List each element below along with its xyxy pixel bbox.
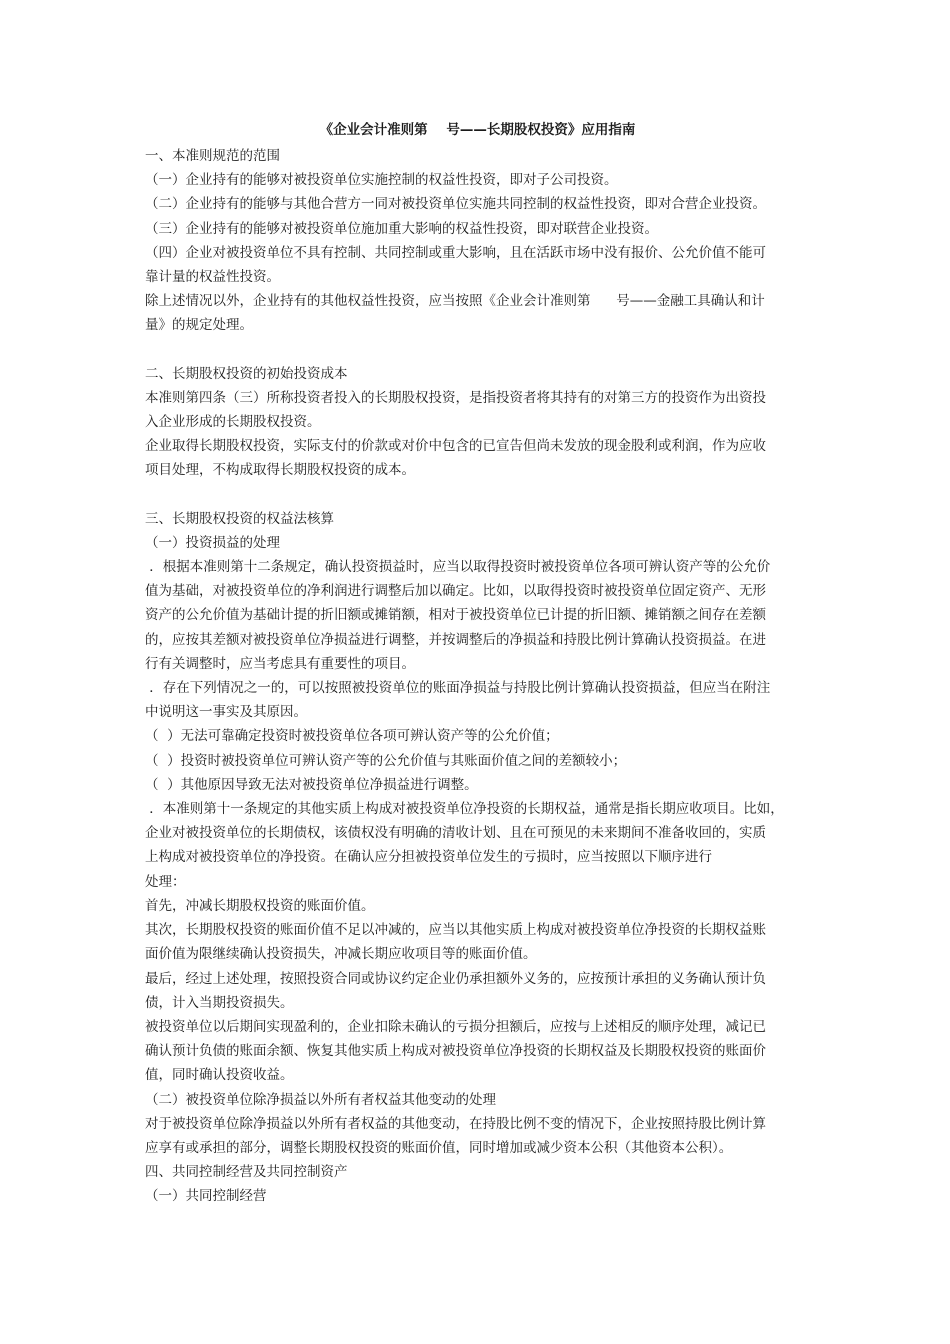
text-line: 其次，长期股权投资的账面价值不足以冲减的，应当以其他实质上构成对被投资单位净投资的长期权益账	[145, 922, 766, 939]
text-line: ．本准则第十一条规定的其他实质上构成对被投资单位净投资的长期权益，通常是指长期应收项目。比如，	[145, 801, 784, 818]
text-line: （四）企业对被投资单位不具有控制、共同控制或重大影响，且在活跃市场中没有报价、公允价值不能可	[145, 244, 766, 261]
text-line: （ ）投资时被投资单位可辨认资产等的公允价值与其账面价值之间的差额较小；	[145, 752, 627, 769]
text-line: 上构成对被投资单位的净投资。在确认应分担被投资单位发生的亏损时，应当按照以下顺序进行	[145, 849, 712, 866]
document-title: 《企业会计准则第 号——长期股权投资》应用指南	[319, 122, 636, 138]
text-line: （二）被投资单位除净损益以外所有者权益其他变动的处理	[145, 1091, 496, 1108]
text-line: 应享有或承担的部分，调整长期股权投资的账面价值，同时增加或减少资本公积（其他资本公积）。	[145, 1139, 733, 1156]
text-line: 最后，经过上述处理，按照投资合同或协议约定企业仍承担额外义务的，应按预计承担的义务确认预计负	[145, 970, 766, 987]
text-line: 量》的规定处理。	[145, 317, 253, 334]
text-line: （ ）其他原因导致无法对被投资单位净损益进行调整。	[145, 776, 478, 793]
text-line: 项目处理，不构成取得长期股权投资的成本。	[145, 462, 415, 479]
text-line: 值为基础，对被投资单位的净利润进行调整后加以确定。比如，以取得投资时被投资单位固定资产、无形	[145, 583, 766, 600]
text-line: 二、长期股权投资的初始投资成本	[145, 365, 348, 382]
document-page	[145, 117, 810, 1209]
text-line: （ ）无法可靠确定投资时被投资单位各项可辨认资产等的公允价值；	[145, 728, 559, 745]
text-line: 债，计入当期投资损失。	[145, 994, 294, 1011]
text-line: 行有关调整时，应当考虑具有重要性的项目。	[145, 655, 415, 672]
text-line: ．存在下列情况之一的，可以按照被投资单位的账面净损益与持股比例计算确认投资损益，但应当在附注	[145, 680, 771, 697]
text-line: ．根据本准则第十二条规定，确认投资损益时，应当以取得投资时被投资单位各项可辨认资产等的公允价	[145, 559, 771, 576]
text-line: （一）共同控制经营	[145, 1188, 267, 1205]
text-line: 被投资单位以后期间实现盈利的，企业扣除未确认的亏损分担额后，应按与上述相反的顺序处理，减记已	[145, 1018, 766, 1035]
text-line: 企业对被投资单位的长期债权，该债权没有明确的清收计划、且在可预见的未来期间不准备收回的，实质	[145, 825, 766, 842]
text-line: 确认预计负债的账面余额、恢复其他实质上构成对被投资单位净投资的长期权益及长期股权投资的账面价	[145, 1043, 766, 1060]
text-line: 四、共同控制经营及共同控制资产	[145, 1164, 348, 1181]
text-line: （三）企业持有的能够对被投资单位施加重大影响的权益性投资，即对联营企业投资。	[145, 220, 658, 237]
text-line: 值，同时确认投资收益。	[145, 1067, 294, 1084]
text-line: 首先，冲减长期股权投资的账面价值。	[145, 897, 375, 914]
text-line: 中说明这一事实及其原因。	[145, 704, 307, 721]
text-line: 除上述情况以外，企业持有的其他权益性投资，应当按照《企业会计准则第 号——金融工具确认和计	[145, 293, 765, 310]
text-line: （一）投资损益的处理	[145, 534, 280, 551]
text-line: 对于被投资单位除净损益以外所有者权益的其他变动，在持股比例不变的情况下，企业按照持股比例计算	[145, 1115, 766, 1132]
text-line: 处理：	[145, 873, 186, 890]
text-line: 资产的公允价值为基础计提的折旧额或摊销额，相对于被投资单位已计提的折旧额、摊销额之间存在差额	[145, 607, 766, 624]
text-line: 一、本准则规范的范围	[145, 148, 280, 164]
text-line: 企业取得长期股权投资，实际支付的价款或对价中包含的已宣告但尚未发放的现金股利或利润，作为应收	[145, 438, 766, 455]
paragraph-gap	[145, 483, 810, 507]
text-line: 面价值为限继续确认投资损失，冲减长期应收项目等的账面价值。	[145, 946, 537, 963]
text-line: 三、长期股权投资的权益法核算	[145, 510, 334, 527]
text-line: （二）企业持有的能够与其他合营方一同对被投资单位实施共同控制的权益性投资，即对合营企业投资。	[145, 196, 766, 213]
text-line: 靠计量的权益性投资。	[145, 269, 280, 286]
paragraph-gap	[145, 338, 810, 362]
text-line: 入企业形成的长期股权投资。	[145, 414, 321, 431]
text-line: 本准则第四条（三）所称投资者投入的长期股权投资，是指投资者将其持有的对第三方的投资作为出资投	[145, 389, 766, 406]
document-body	[145, 144, 810, 1209]
text-line: （一）企业持有的能够对被投资单位实施控制的权益性投资，即对子公司投资。	[145, 172, 618, 189]
text-line: 的，应按其差额对被投资单位净损益进行调整，并按调整后的净损益和持股比例计算确认投资损益。在进	[145, 631, 766, 648]
